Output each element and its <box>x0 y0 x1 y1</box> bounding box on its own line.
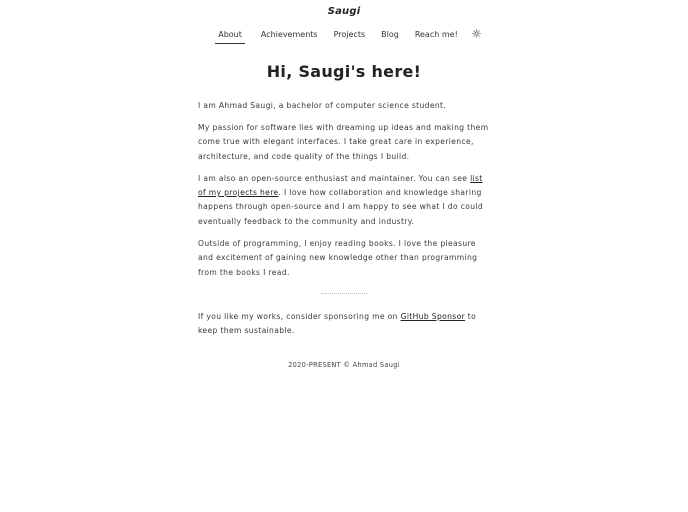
nav-item-blog[interactable]: Blog <box>381 30 399 39</box>
nav-item-achievements[interactable]: Achievements <box>260 30 318 39</box>
intro-paragraph: I am Ahmad Saugi, a bachelor of computer science student. <box>198 101 447 110</box>
sun-icon[interactable] <box>472 29 481 38</box>
about-content <box>198 99 490 346</box>
nav-item-about[interactable]: About <box>215 30 245 44</box>
site-logo[interactable]: Saugi <box>327 6 361 17</box>
footer-copyright: 2020-PRESENT © Ahmad Saugi <box>288 361 400 369</box>
sponsor-text-start: If you like my works, consider sponsoring me on <box>198 311 401 321</box>
open-source-text-start: I am also an open-source enthusiast and maintainer. You can see <box>198 173 471 183</box>
reading-paragraph: Outside of programming, I enjoy reading books. I love the pleasure and excitement of gaining new knowledge other than programming from the books I read. <box>198 238 478 277</box>
passion-paragraph: My passion for software lies with dreaming up ideas and making them come true with elegant interfaces. I take great care in experience, architecture, and code quality of the things I build. <box>198 122 489 161</box>
section-divider <box>321 293 367 294</box>
github-sponsor-link[interactable]: GitHub Sponsor <box>400 311 466 321</box>
nav-item-projects[interactable]: Projects <box>333 30 366 39</box>
nav-item-reach-me[interactable]: Reach me! <box>414 30 458 39</box>
sponsor-paragraph <box>198 310 490 339</box>
projects-list-link[interactable]: list of my projects here <box>198 173 483 198</box>
open-source-paragraph <box>198 172 490 230</box>
main-nav <box>0 30 688 44</box>
open-source-text-end: . I love how collaboration and knowledge sharing happens through open-source and I am happy to see what I do could eventually feedback to the community and industry. <box>198 188 484 226</box>
sponsor-text-end: to keep them sustainable. <box>198 311 477 336</box>
page-title: Hi, Saugi's here! <box>266 62 422 81</box>
